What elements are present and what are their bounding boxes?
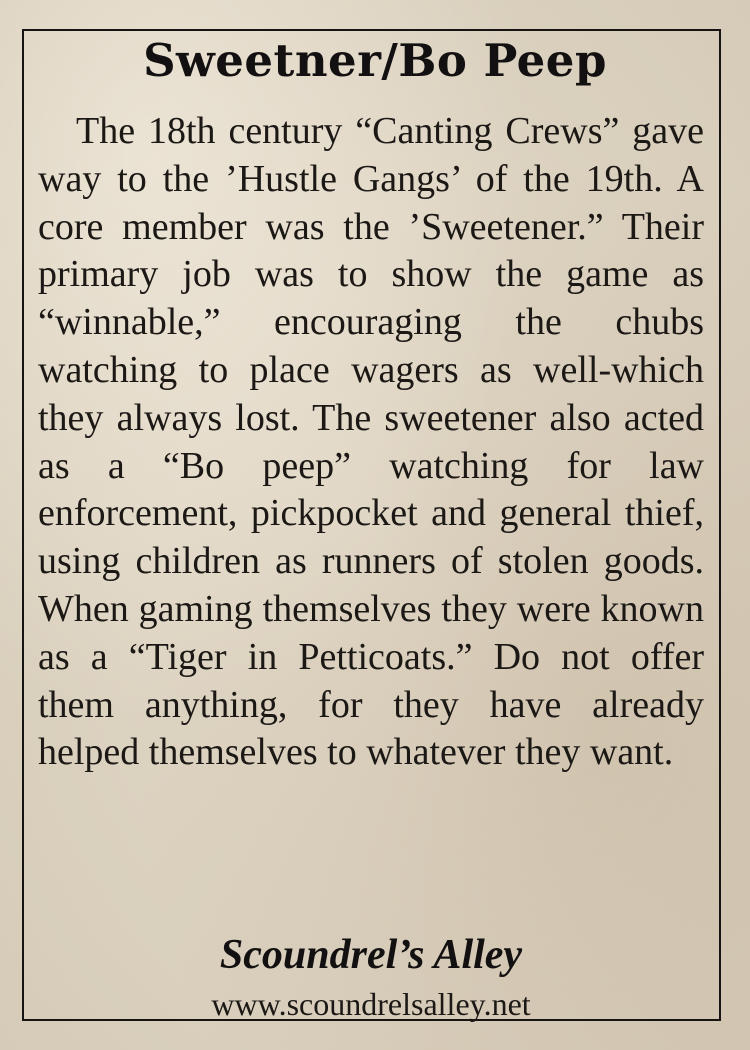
card-title: Sweetner/Bo Peep [143, 34, 607, 87]
brand-name: Scoundrel’s Alley [219, 932, 523, 978]
card-body-text: The 18th century “Canting Crews” gave way to the ’Hustle Gangs’ of the 19th. A core member was the ’Sweetener.” Their primary job was to show the game as “winnable,” encouraging the chubs watching to place wagers as well-which they always lost. The sweetener also acted as a “Bo peep” watching for law enforcement, pickpocket and general thief, using children as runners of stolen goods. When gaming themselves they were known as a “Tiger in Petticoats.” Do not offer them anything, for they have already helped themselves to whatever they want. [38, 110, 704, 774]
website-url: www.scoundrelsalley.net [211, 986, 531, 1022]
